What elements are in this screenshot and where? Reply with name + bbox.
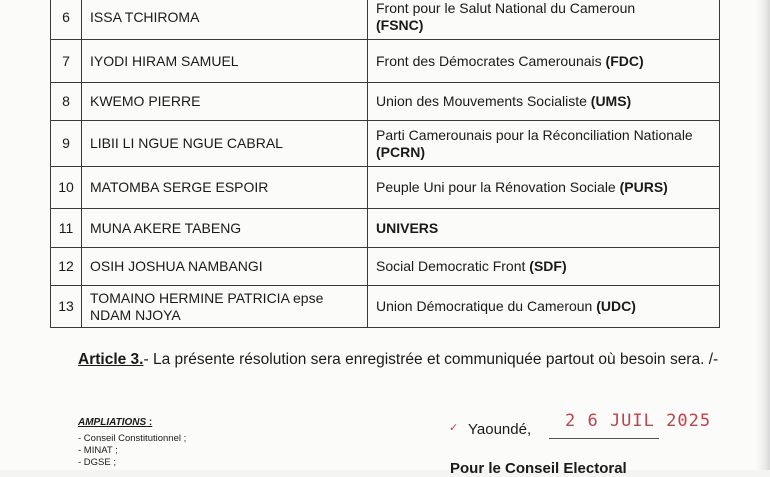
list-item: - Conseil Constitutionnel ; — [78, 433, 187, 444]
candidate-name: MUNA AKERE TABENG — [82, 209, 368, 248]
party-name: Peuple Uni pour la Rénovation Sociale — [376, 179, 616, 195]
candidate-name: LIBII LI NGUE NGUE CABRAL — [82, 121, 368, 167]
candidate-name: IYODI HIRAM SAMUEL — [82, 40, 368, 83]
list-item: - MINAT ; — [78, 445, 118, 456]
candidate-number: 13 — [51, 286, 82, 328]
party-abbr: (UMS) — [590, 93, 632, 109]
table-row — [51, 167, 720, 209]
party-name: Union Démocratique du Cameroun — [376, 298, 593, 314]
article-text: - La présente résolution sera enregistrée et communiquée partout où besoin sera. /- — [143, 351, 719, 368]
list-item: - DGSE ; — [78, 457, 117, 468]
table-row — [51, 83, 720, 121]
candidate-name: TOMAINO HERMINE PATRICIA epse NDAM NJOYA — [82, 286, 368, 328]
table-row — [51, 0, 720, 40]
signatory-title: Pour le Conseil Electoral — [450, 460, 627, 477]
party-name: Social Democratic Front — [376, 258, 526, 274]
signature-place: Yaoundé, — [468, 421, 532, 438]
party-name: Front des Démocrates Camerounais — [376, 52, 602, 69]
candidate-party — [368, 209, 720, 248]
party-name: Front pour le Salut National du Cameroun — [376, 0, 636, 16]
candidate-name: OSIH JOSHUA NAMBANGI — [82, 248, 368, 286]
party-name: Union des Mouvements Socialiste — [376, 93, 587, 109]
candidate-number: 10 — [51, 167, 82, 209]
party-abbr: (UDC) — [596, 298, 636, 314]
candidate-number: 9 — [51, 121, 82, 167]
table-row — [51, 209, 720, 248]
candidate-name: ISSA TCHIROMA — [82, 0, 368, 40]
page-edge-shadow — [756, 0, 770, 470]
party-abbr: (PCRN) — [376, 143, 425, 160]
candidate-number: 11 — [51, 209, 82, 248]
candidate-name: MATOMBA SERGE ESPOIR — [82, 167, 368, 209]
red-tick-mark: ✓ — [449, 422, 459, 434]
candidate-number: 7 — [51, 40, 82, 83]
ampliations-title: AMPLIATIONS — [78, 417, 147, 428]
candidate-party — [368, 167, 720, 209]
candidate-name: KWEMO PIERRE — [82, 83, 368, 121]
table-row — [51, 40, 720, 83]
article-3 — [78, 349, 730, 370]
party-abbr: (FDC) — [605, 52, 644, 69]
table-row — [51, 121, 720, 167]
ampliations-heading — [78, 417, 152, 428]
table-row — [51, 286, 720, 328]
candidate-number: 6 — [51, 0, 82, 40]
candidate-party — [368, 121, 720, 167]
candidate-number: 12 — [51, 248, 82, 286]
candidate-party — [368, 0, 720, 40]
candidate-number: 8 — [51, 83, 82, 121]
candidates-table — [50, 0, 720, 328]
ampliations-colon: : — [146, 417, 153, 428]
party-abbr: (FSNC) — [376, 17, 424, 33]
candidate-party — [368, 83, 720, 121]
table-row — [51, 248, 720, 286]
party-abbr: (SDF) — [529, 258, 567, 274]
ampliations-list — [78, 433, 186, 469]
party-abbr: UNIVERS — [376, 219, 439, 236]
article-label: Article 3. — [78, 351, 144, 368]
candidate-party — [368, 40, 720, 83]
date-underline — [549, 438, 659, 439]
party-abbr: (PURS) — [619, 179, 668, 195]
candidate-party — [368, 248, 720, 286]
party-name: Parti Camerounais pour la Réconciliation Nationale — [376, 126, 693, 143]
candidate-party — [368, 286, 720, 328]
date-stamp: 2 6 JUIL 2025 — [565, 411, 712, 431]
